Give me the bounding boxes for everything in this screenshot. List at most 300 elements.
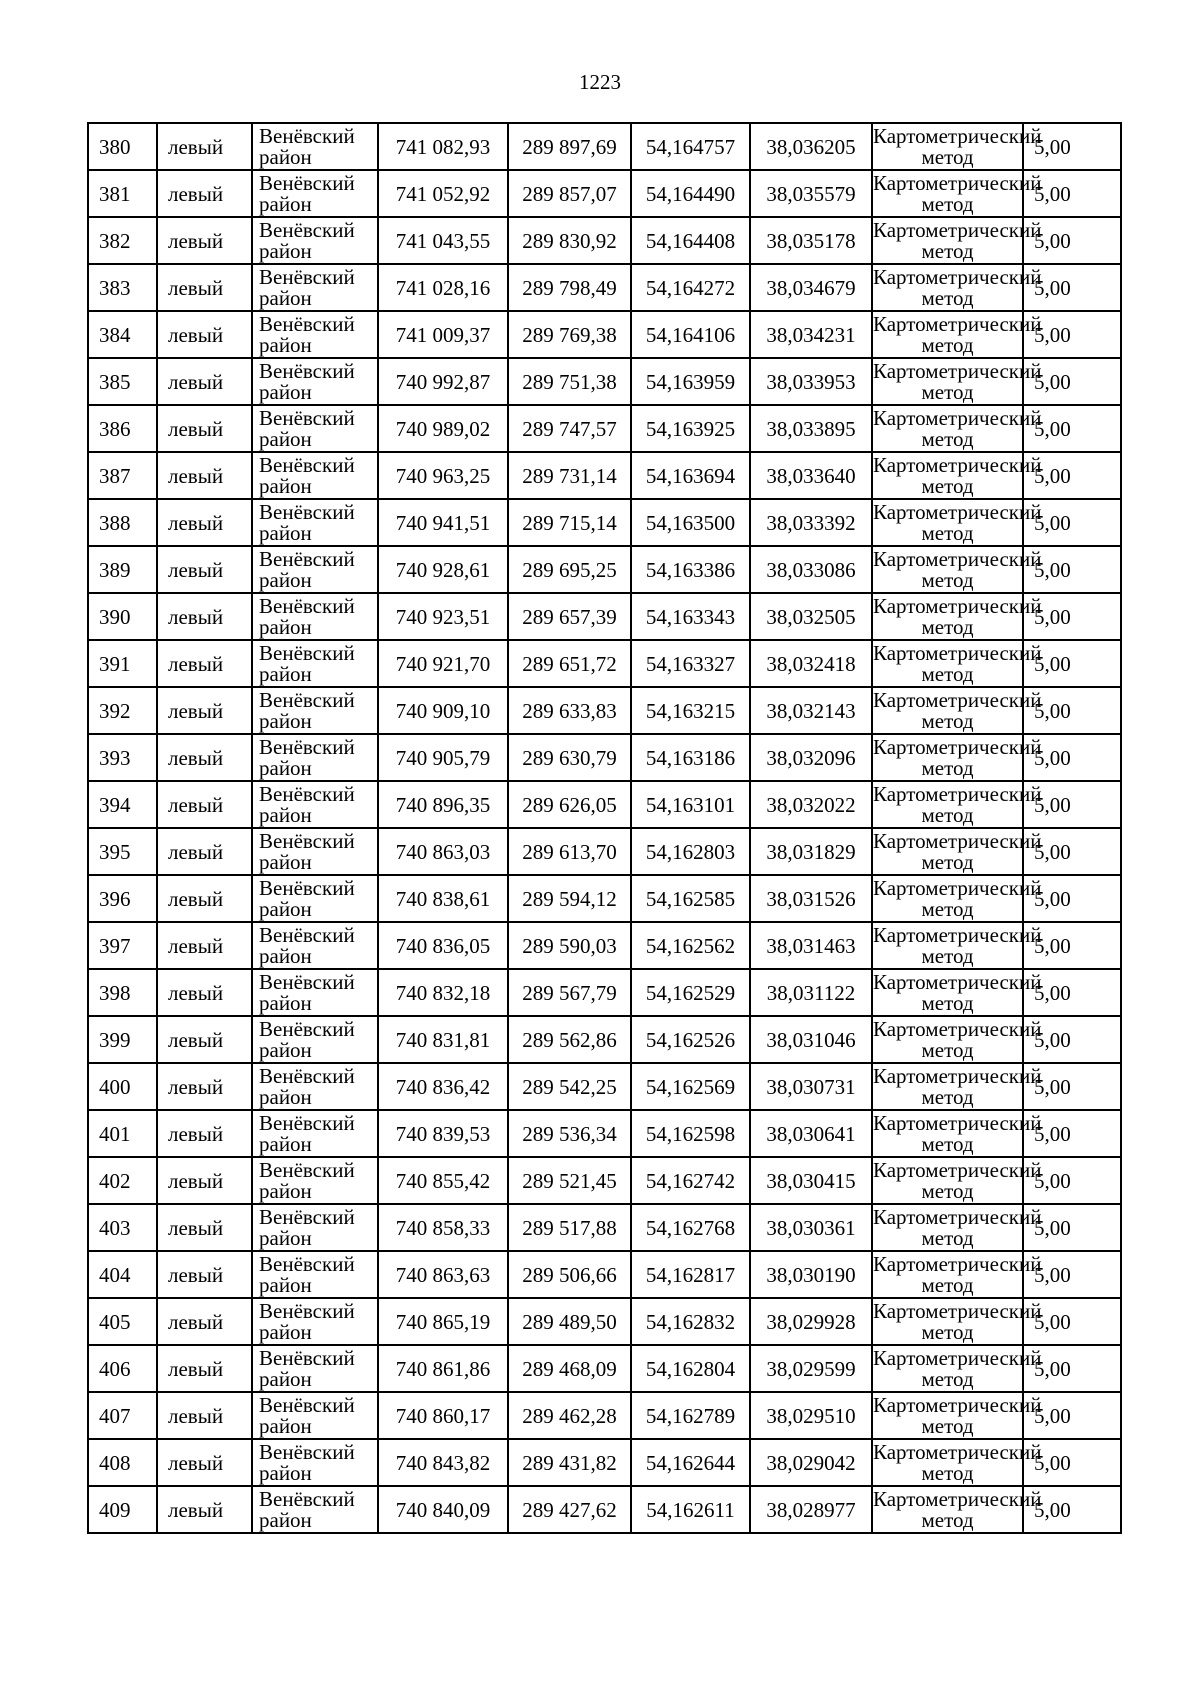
latitude-cell: 54,164272 bbox=[631, 264, 750, 311]
latitude-cell: 54,164408 bbox=[631, 217, 750, 264]
coord-y-cell: 289 613,70 bbox=[508, 828, 631, 875]
table-row bbox=[88, 452, 1121, 499]
method-cell: Картометрический метод bbox=[873, 358, 1042, 404]
table-row bbox=[88, 640, 1121, 687]
latitude-cell: 54,162789 bbox=[631, 1392, 750, 1439]
bank-side-cell: левый bbox=[157, 1063, 252, 1110]
table-row bbox=[88, 687, 1121, 734]
latitude-cell: 54,162529 bbox=[631, 969, 750, 1016]
bank-side-cell: левый bbox=[157, 452, 252, 499]
table-row bbox=[88, 1486, 1121, 1533]
bank-side-cell: левый bbox=[157, 123, 252, 170]
table-row bbox=[88, 593, 1121, 640]
point-number-cell: 394 bbox=[88, 781, 157, 828]
table-row bbox=[88, 217, 1121, 264]
district-cell: Венёвский район bbox=[252, 1486, 378, 1533]
table-row bbox=[88, 123, 1121, 170]
bank-side-cell: левый bbox=[157, 640, 252, 687]
district-cell: Венёвский район bbox=[252, 593, 378, 640]
accuracy-cell: 5,00 bbox=[1023, 1016, 1121, 1063]
point-number-cell: 384 bbox=[88, 311, 157, 358]
accuracy-cell: 5,00 bbox=[1023, 170, 1121, 217]
district-cell: Венёвский район bbox=[252, 1110, 378, 1157]
coord-x-cell: 740 855,42 bbox=[378, 1157, 508, 1204]
district-cell: Венёвский район bbox=[252, 1157, 378, 1204]
longitude-cell: 38,033895 bbox=[750, 405, 872, 452]
longitude-cell: 38,032505 bbox=[750, 593, 872, 640]
coord-y-cell: 289 747,57 bbox=[508, 405, 631, 452]
coord-x-cell: 741 052,92 bbox=[378, 170, 508, 217]
bank-side-cell: левый bbox=[157, 875, 252, 922]
coord-y-cell: 289 506,66 bbox=[508, 1251, 631, 1298]
coord-y-cell: 289 830,92 bbox=[508, 217, 631, 264]
page-number: 1223 bbox=[579, 70, 621, 94]
coord-x-cell: 741 082,93 bbox=[378, 123, 508, 170]
coord-x-cell: 740 863,63 bbox=[378, 1251, 508, 1298]
table-row bbox=[88, 405, 1121, 452]
longitude-cell: 38,033640 bbox=[750, 452, 872, 499]
point-number-cell: 386 bbox=[88, 405, 157, 452]
district-cell: Венёвский район bbox=[252, 687, 378, 734]
coord-x-cell: 741 028,16 bbox=[378, 264, 508, 311]
longitude-cell: 38,029510 bbox=[750, 1392, 872, 1439]
district-cell: Венёвский район bbox=[252, 969, 378, 1016]
coord-y-cell: 289 798,49 bbox=[508, 264, 631, 311]
district-cell: Венёвский район bbox=[252, 311, 378, 358]
accuracy-cell: 5,00 bbox=[1023, 264, 1121, 311]
coord-x-cell: 740 860,17 bbox=[378, 1392, 508, 1439]
district-cell: Венёвский район bbox=[252, 734, 378, 781]
district-cell: Венёвский район bbox=[252, 781, 378, 828]
coord-y-cell: 289 633,83 bbox=[508, 687, 631, 734]
latitude-cell: 54,163694 bbox=[631, 452, 750, 499]
coord-y-cell: 289 542,25 bbox=[508, 1063, 631, 1110]
coord-x-cell: 740 865,19 bbox=[378, 1298, 508, 1345]
bank-side-cell: левый bbox=[157, 1486, 252, 1533]
method-cell: Картометрический метод bbox=[873, 170, 1042, 216]
coord-y-cell: 289 626,05 bbox=[508, 781, 631, 828]
bank-side-cell: левый bbox=[157, 687, 252, 734]
district-cell: Венёвский район bbox=[252, 123, 378, 170]
latitude-cell: 54,162526 bbox=[631, 1016, 750, 1063]
coord-y-cell: 289 751,38 bbox=[508, 358, 631, 405]
longitude-cell: 38,030190 bbox=[750, 1251, 872, 1298]
point-number-cell: 398 bbox=[88, 969, 157, 1016]
latitude-cell: 54,163925 bbox=[631, 405, 750, 452]
longitude-cell: 38,033392 bbox=[750, 499, 872, 546]
accuracy-cell: 5,00 bbox=[1023, 1392, 1121, 1439]
longitude-cell: 38,030641 bbox=[750, 1110, 872, 1157]
method-cell: Картометрический метод bbox=[873, 311, 1042, 357]
district-cell: Венёвский район bbox=[252, 1392, 378, 1439]
table-row bbox=[88, 170, 1121, 217]
district-cell: Венёвский район bbox=[252, 264, 378, 311]
point-number-cell: 389 bbox=[88, 546, 157, 593]
district-cell: Венёвский район bbox=[252, 1439, 378, 1486]
coord-x-cell: 740 832,18 bbox=[378, 969, 508, 1016]
coord-x-cell: 741 009,37 bbox=[378, 311, 508, 358]
bank-side-cell: левый bbox=[157, 1251, 252, 1298]
coord-x-cell: 740 838,61 bbox=[378, 875, 508, 922]
point-number-cell: 380 bbox=[88, 123, 157, 170]
coord-x-cell: 740 905,79 bbox=[378, 734, 508, 781]
latitude-cell: 54,163500 bbox=[631, 499, 750, 546]
point-number-cell: 409 bbox=[88, 1486, 157, 1533]
latitude-cell: 54,162768 bbox=[631, 1204, 750, 1251]
bank-side-cell: левый bbox=[157, 499, 252, 546]
table-row bbox=[88, 828, 1121, 875]
latitude-cell: 54,164490 bbox=[631, 170, 750, 217]
bank-side-cell: левый bbox=[157, 1439, 252, 1486]
method-cell: Картометрический метод bbox=[873, 1251, 1042, 1297]
latitude-cell: 54,163101 bbox=[631, 781, 750, 828]
coord-y-cell: 289 536,34 bbox=[508, 1110, 631, 1157]
method-cell: Картометрический метод bbox=[873, 828, 1042, 874]
coord-x-cell: 740 839,53 bbox=[378, 1110, 508, 1157]
coord-x-cell: 740 963,25 bbox=[378, 452, 508, 499]
point-number-cell: 393 bbox=[88, 734, 157, 781]
point-number-cell: 392 bbox=[88, 687, 157, 734]
coord-x-cell: 740 941,51 bbox=[378, 499, 508, 546]
longitude-cell: 38,030415 bbox=[750, 1157, 872, 1204]
bank-side-cell: левый bbox=[157, 734, 252, 781]
longitude-cell: 38,030731 bbox=[750, 1063, 872, 1110]
latitude-cell: 54,162569 bbox=[631, 1063, 750, 1110]
latitude-cell: 54,164757 bbox=[631, 123, 750, 170]
longitude-cell: 38,034679 bbox=[750, 264, 872, 311]
latitude-cell: 54,162585 bbox=[631, 875, 750, 922]
point-number-cell: 401 bbox=[88, 1110, 157, 1157]
coord-x-cell: 740 989,02 bbox=[378, 405, 508, 452]
latitude-cell: 54,162562 bbox=[631, 922, 750, 969]
point-number-cell: 403 bbox=[88, 1204, 157, 1251]
method-cell: Картометрический метод bbox=[873, 1298, 1042, 1344]
method-cell: Картометрический метод bbox=[873, 546, 1042, 592]
longitude-cell: 38,035579 bbox=[750, 170, 872, 217]
coord-x-cell: 740 921,70 bbox=[378, 640, 508, 687]
coord-y-cell: 289 489,50 bbox=[508, 1298, 631, 1345]
table-row bbox=[88, 875, 1121, 922]
point-number-cell: 396 bbox=[88, 875, 157, 922]
bank-side-cell: левый bbox=[157, 546, 252, 593]
district-cell: Венёвский район bbox=[252, 922, 378, 969]
bank-side-cell: левый bbox=[157, 1157, 252, 1204]
coord-x-cell: 740 863,03 bbox=[378, 828, 508, 875]
method-cell: Картометрический метод bbox=[873, 734, 1042, 780]
district-cell: Венёвский район bbox=[252, 452, 378, 499]
latitude-cell: 54,162804 bbox=[631, 1345, 750, 1392]
longitude-cell: 38,033086 bbox=[750, 546, 872, 593]
longitude-cell: 38,031829 bbox=[750, 828, 872, 875]
coord-y-cell: 289 769,38 bbox=[508, 311, 631, 358]
accuracy-cell: 5,00 bbox=[1023, 875, 1121, 922]
coord-y-cell: 289 517,88 bbox=[508, 1204, 631, 1251]
accuracy-cell: 5,00 bbox=[1023, 1204, 1121, 1251]
longitude-cell: 38,033953 bbox=[750, 358, 872, 405]
longitude-cell: 38,031046 bbox=[750, 1016, 872, 1063]
coord-y-cell: 289 657,39 bbox=[508, 593, 631, 640]
bank-side-cell: левый bbox=[157, 170, 252, 217]
longitude-cell: 38,032096 bbox=[750, 734, 872, 781]
coord-y-cell: 289 431,82 bbox=[508, 1439, 631, 1486]
accuracy-cell: 5,00 bbox=[1023, 217, 1121, 264]
district-cell: Венёвский район bbox=[252, 1016, 378, 1063]
district-cell: Венёвский район bbox=[252, 875, 378, 922]
method-cell: Картометрический метод bbox=[873, 593, 1042, 639]
coord-y-cell: 289 630,79 bbox=[508, 734, 631, 781]
accuracy-cell: 5,00 bbox=[1023, 734, 1121, 781]
table-row bbox=[88, 311, 1121, 358]
bank-side-cell: левый bbox=[157, 1110, 252, 1157]
point-number-cell: 400 bbox=[88, 1063, 157, 1110]
method-cell: Картометрический метод bbox=[873, 922, 1042, 968]
bank-side-cell: левый bbox=[157, 922, 252, 969]
coord-x-cell: 740 836,42 bbox=[378, 1063, 508, 1110]
point-number-cell: 383 bbox=[88, 264, 157, 311]
point-number-cell: 388 bbox=[88, 499, 157, 546]
method-cell: Картометрический метод bbox=[873, 1016, 1042, 1062]
accuracy-cell: 5,00 bbox=[1023, 1298, 1121, 1345]
longitude-cell: 38,034231 bbox=[750, 311, 872, 358]
table-row bbox=[88, 1345, 1121, 1392]
longitude-cell: 38,029599 bbox=[750, 1345, 872, 1392]
longitude-cell: 38,030361 bbox=[750, 1204, 872, 1251]
point-number-cell: 387 bbox=[88, 452, 157, 499]
accuracy-cell: 5,00 bbox=[1023, 1439, 1121, 1486]
coord-x-cell: 740 840,09 bbox=[378, 1486, 508, 1533]
coord-y-cell: 289 857,07 bbox=[508, 170, 631, 217]
bank-side-cell: левый bbox=[157, 264, 252, 311]
accuracy-cell: 5,00 bbox=[1023, 1063, 1121, 1110]
latitude-cell: 54,162817 bbox=[631, 1251, 750, 1298]
point-number-cell: 391 bbox=[88, 640, 157, 687]
bank-side-cell: левый bbox=[157, 1016, 252, 1063]
accuracy-cell: 5,00 bbox=[1023, 640, 1121, 687]
method-cell: Картометрический метод bbox=[873, 1063, 1042, 1109]
coord-y-cell: 289 468,09 bbox=[508, 1345, 631, 1392]
table-row bbox=[88, 1110, 1121, 1157]
method-cell: Картометрический метод bbox=[873, 1392, 1042, 1438]
latitude-cell: 54,162598 bbox=[631, 1110, 750, 1157]
table-row bbox=[88, 969, 1121, 1016]
bank-side-cell: левый bbox=[157, 969, 252, 1016]
bank-side-cell: левый bbox=[157, 405, 252, 452]
latitude-cell: 54,163327 bbox=[631, 640, 750, 687]
bank-side-cell: левый bbox=[157, 358, 252, 405]
accuracy-cell: 5,00 bbox=[1023, 311, 1121, 358]
coordinates-table bbox=[87, 122, 1122, 1534]
district-cell: Венёвский район bbox=[252, 640, 378, 687]
district-cell: Венёвский район bbox=[252, 358, 378, 405]
point-number-cell: 408 bbox=[88, 1439, 157, 1486]
accuracy-cell: 5,00 bbox=[1023, 1110, 1121, 1157]
point-number-cell: 407 bbox=[88, 1392, 157, 1439]
method-cell: Картометрический метод bbox=[873, 1345, 1042, 1391]
accuracy-cell: 5,00 bbox=[1023, 452, 1121, 499]
point-number-cell: 397 bbox=[88, 922, 157, 969]
coord-y-cell: 289 427,62 bbox=[508, 1486, 631, 1533]
latitude-cell: 54,162832 bbox=[631, 1298, 750, 1345]
method-cell: Картометрический метод bbox=[873, 217, 1042, 263]
point-number-cell: 399 bbox=[88, 1016, 157, 1063]
coord-y-cell: 289 695,25 bbox=[508, 546, 631, 593]
coord-y-cell: 289 521,45 bbox=[508, 1157, 631, 1204]
point-number-cell: 381 bbox=[88, 170, 157, 217]
point-number-cell: 404 bbox=[88, 1251, 157, 1298]
table-row bbox=[88, 1392, 1121, 1439]
coord-x-cell: 740 831,81 bbox=[378, 1016, 508, 1063]
longitude-cell: 38,028977 bbox=[750, 1486, 872, 1533]
longitude-cell: 38,032022 bbox=[750, 781, 872, 828]
district-cell: Венёвский район bbox=[252, 217, 378, 264]
coord-y-cell: 289 590,03 bbox=[508, 922, 631, 969]
accuracy-cell: 5,00 bbox=[1023, 1345, 1121, 1392]
method-cell: Картометрический метод bbox=[873, 1157, 1042, 1203]
district-cell: Венёвский район bbox=[252, 546, 378, 593]
point-number-cell: 405 bbox=[88, 1298, 157, 1345]
accuracy-cell: 5,00 bbox=[1023, 593, 1121, 640]
table-row bbox=[88, 264, 1121, 311]
bank-side-cell: левый bbox=[157, 781, 252, 828]
accuracy-cell: 5,00 bbox=[1023, 546, 1121, 593]
accuracy-cell: 5,00 bbox=[1023, 969, 1121, 1016]
longitude-cell: 38,031526 bbox=[750, 875, 872, 922]
point-number-cell: 395 bbox=[88, 828, 157, 875]
method-cell: Картометрический метод bbox=[873, 781, 1042, 827]
coord-y-cell: 289 594,12 bbox=[508, 875, 631, 922]
latitude-cell: 54,162611 bbox=[631, 1486, 750, 1533]
coord-x-cell: 740 896,35 bbox=[378, 781, 508, 828]
table-body bbox=[88, 123, 1121, 1533]
table-row bbox=[88, 1063, 1121, 1110]
method-cell: Картометрический метод bbox=[873, 123, 1042, 169]
longitude-cell: 38,031463 bbox=[750, 922, 872, 969]
latitude-cell: 54,162644 bbox=[631, 1439, 750, 1486]
point-number-cell: 382 bbox=[88, 217, 157, 264]
accuracy-cell: 5,00 bbox=[1023, 1157, 1121, 1204]
method-cell: Картометрический метод bbox=[873, 687, 1042, 733]
longitude-cell: 38,036205 bbox=[750, 123, 872, 170]
accuracy-cell: 5,00 bbox=[1023, 499, 1121, 546]
coord-y-cell: 289 562,86 bbox=[508, 1016, 631, 1063]
table-row bbox=[88, 922, 1121, 969]
latitude-cell: 54,162803 bbox=[631, 828, 750, 875]
bank-side-cell: левый bbox=[157, 1204, 252, 1251]
latitude-cell: 54,163343 bbox=[631, 593, 750, 640]
coord-y-cell: 289 567,79 bbox=[508, 969, 631, 1016]
table-row bbox=[88, 781, 1121, 828]
coord-y-cell: 289 731,14 bbox=[508, 452, 631, 499]
district-cell: Венёвский район bbox=[252, 1345, 378, 1392]
method-cell: Картометрический метод bbox=[873, 405, 1042, 451]
table-row bbox=[88, 1298, 1121, 1345]
longitude-cell: 38,029928 bbox=[750, 1298, 872, 1345]
bank-side-cell: левый bbox=[157, 828, 252, 875]
longitude-cell: 38,029042 bbox=[750, 1439, 872, 1486]
district-cell: Венёвский район bbox=[252, 1204, 378, 1251]
accuracy-cell: 5,00 bbox=[1023, 123, 1121, 170]
method-cell: Картометрический метод bbox=[873, 875, 1042, 921]
latitude-cell: 54,163959 bbox=[631, 358, 750, 405]
method-cell: Картометрический метод bbox=[873, 1110, 1042, 1156]
accuracy-cell: 5,00 bbox=[1023, 1486, 1121, 1533]
point-number-cell: 385 bbox=[88, 358, 157, 405]
longitude-cell: 38,032143 bbox=[750, 687, 872, 734]
bank-side-cell: левый bbox=[157, 593, 252, 640]
coord-y-cell: 289 897,69 bbox=[508, 123, 631, 170]
point-number-cell: 390 bbox=[88, 593, 157, 640]
coord-y-cell: 289 651,72 bbox=[508, 640, 631, 687]
bank-side-cell: левый bbox=[157, 1345, 252, 1392]
accuracy-cell: 5,00 bbox=[1023, 405, 1121, 452]
district-cell: Венёвский район bbox=[252, 405, 378, 452]
method-cell: Картометрический метод bbox=[873, 264, 1042, 310]
table-row bbox=[88, 1016, 1121, 1063]
district-cell: Венёвский район bbox=[252, 1063, 378, 1110]
accuracy-cell: 5,00 bbox=[1023, 358, 1121, 405]
district-cell: Венёвский район bbox=[252, 1298, 378, 1345]
latitude-cell: 54,163186 bbox=[631, 734, 750, 781]
longitude-cell: 38,032418 bbox=[750, 640, 872, 687]
district-cell: Венёвский район bbox=[252, 170, 378, 217]
table-row bbox=[88, 499, 1121, 546]
district-cell: Венёвский район bbox=[252, 499, 378, 546]
method-cell: Картометрический метод bbox=[873, 640, 1042, 686]
accuracy-cell: 5,00 bbox=[1023, 1251, 1121, 1298]
coord-x-cell: 740 928,61 bbox=[378, 546, 508, 593]
accuracy-cell: 5,00 bbox=[1023, 922, 1121, 969]
method-cell: Картометрический метод bbox=[873, 969, 1042, 1015]
bank-side-cell: левый bbox=[157, 1392, 252, 1439]
accuracy-cell: 5,00 bbox=[1023, 828, 1121, 875]
latitude-cell: 54,164106 bbox=[631, 311, 750, 358]
table-row bbox=[88, 1204, 1121, 1251]
coord-x-cell: 740 861,86 bbox=[378, 1345, 508, 1392]
table-row bbox=[88, 1439, 1121, 1486]
table-row bbox=[88, 734, 1121, 781]
coord-x-cell: 740 843,82 bbox=[378, 1439, 508, 1486]
coord-y-cell: 289 715,14 bbox=[508, 499, 631, 546]
method-cell: Картометрический метод bbox=[873, 1204, 1042, 1250]
point-number-cell: 402 bbox=[88, 1157, 157, 1204]
table-row bbox=[88, 1251, 1121, 1298]
latitude-cell: 54,162742 bbox=[631, 1157, 750, 1204]
table-row bbox=[88, 546, 1121, 593]
coord-x-cell: 740 858,33 bbox=[378, 1204, 508, 1251]
table-row bbox=[88, 1157, 1121, 1204]
accuracy-cell: 5,00 bbox=[1023, 687, 1121, 734]
longitude-cell: 38,035178 bbox=[750, 217, 872, 264]
coord-x-cell: 740 909,10 bbox=[378, 687, 508, 734]
bank-side-cell: левый bbox=[157, 1298, 252, 1345]
bank-side-cell: левый bbox=[157, 217, 252, 264]
latitude-cell: 54,163215 bbox=[631, 687, 750, 734]
coord-x-cell: 740 836,05 bbox=[378, 922, 508, 969]
latitude-cell: 54,163386 bbox=[631, 546, 750, 593]
accuracy-cell: 5,00 bbox=[1023, 781, 1121, 828]
coord-x-cell: 741 043,55 bbox=[378, 217, 508, 264]
coord-x-cell: 740 992,87 bbox=[378, 358, 508, 405]
table-row bbox=[88, 358, 1121, 405]
point-number-cell: 406 bbox=[88, 1345, 157, 1392]
method-cell: Картометрический метод bbox=[873, 452, 1042, 498]
method-cell: Картометрический метод bbox=[873, 1439, 1042, 1485]
bank-side-cell: левый bbox=[157, 311, 252, 358]
coord-x-cell: 740 923,51 bbox=[378, 593, 508, 640]
method-cell: Картометрический метод bbox=[873, 1486, 1042, 1532]
method-cell: Картометрический метод bbox=[873, 499, 1042, 545]
coord-y-cell: 289 462,28 bbox=[508, 1392, 631, 1439]
